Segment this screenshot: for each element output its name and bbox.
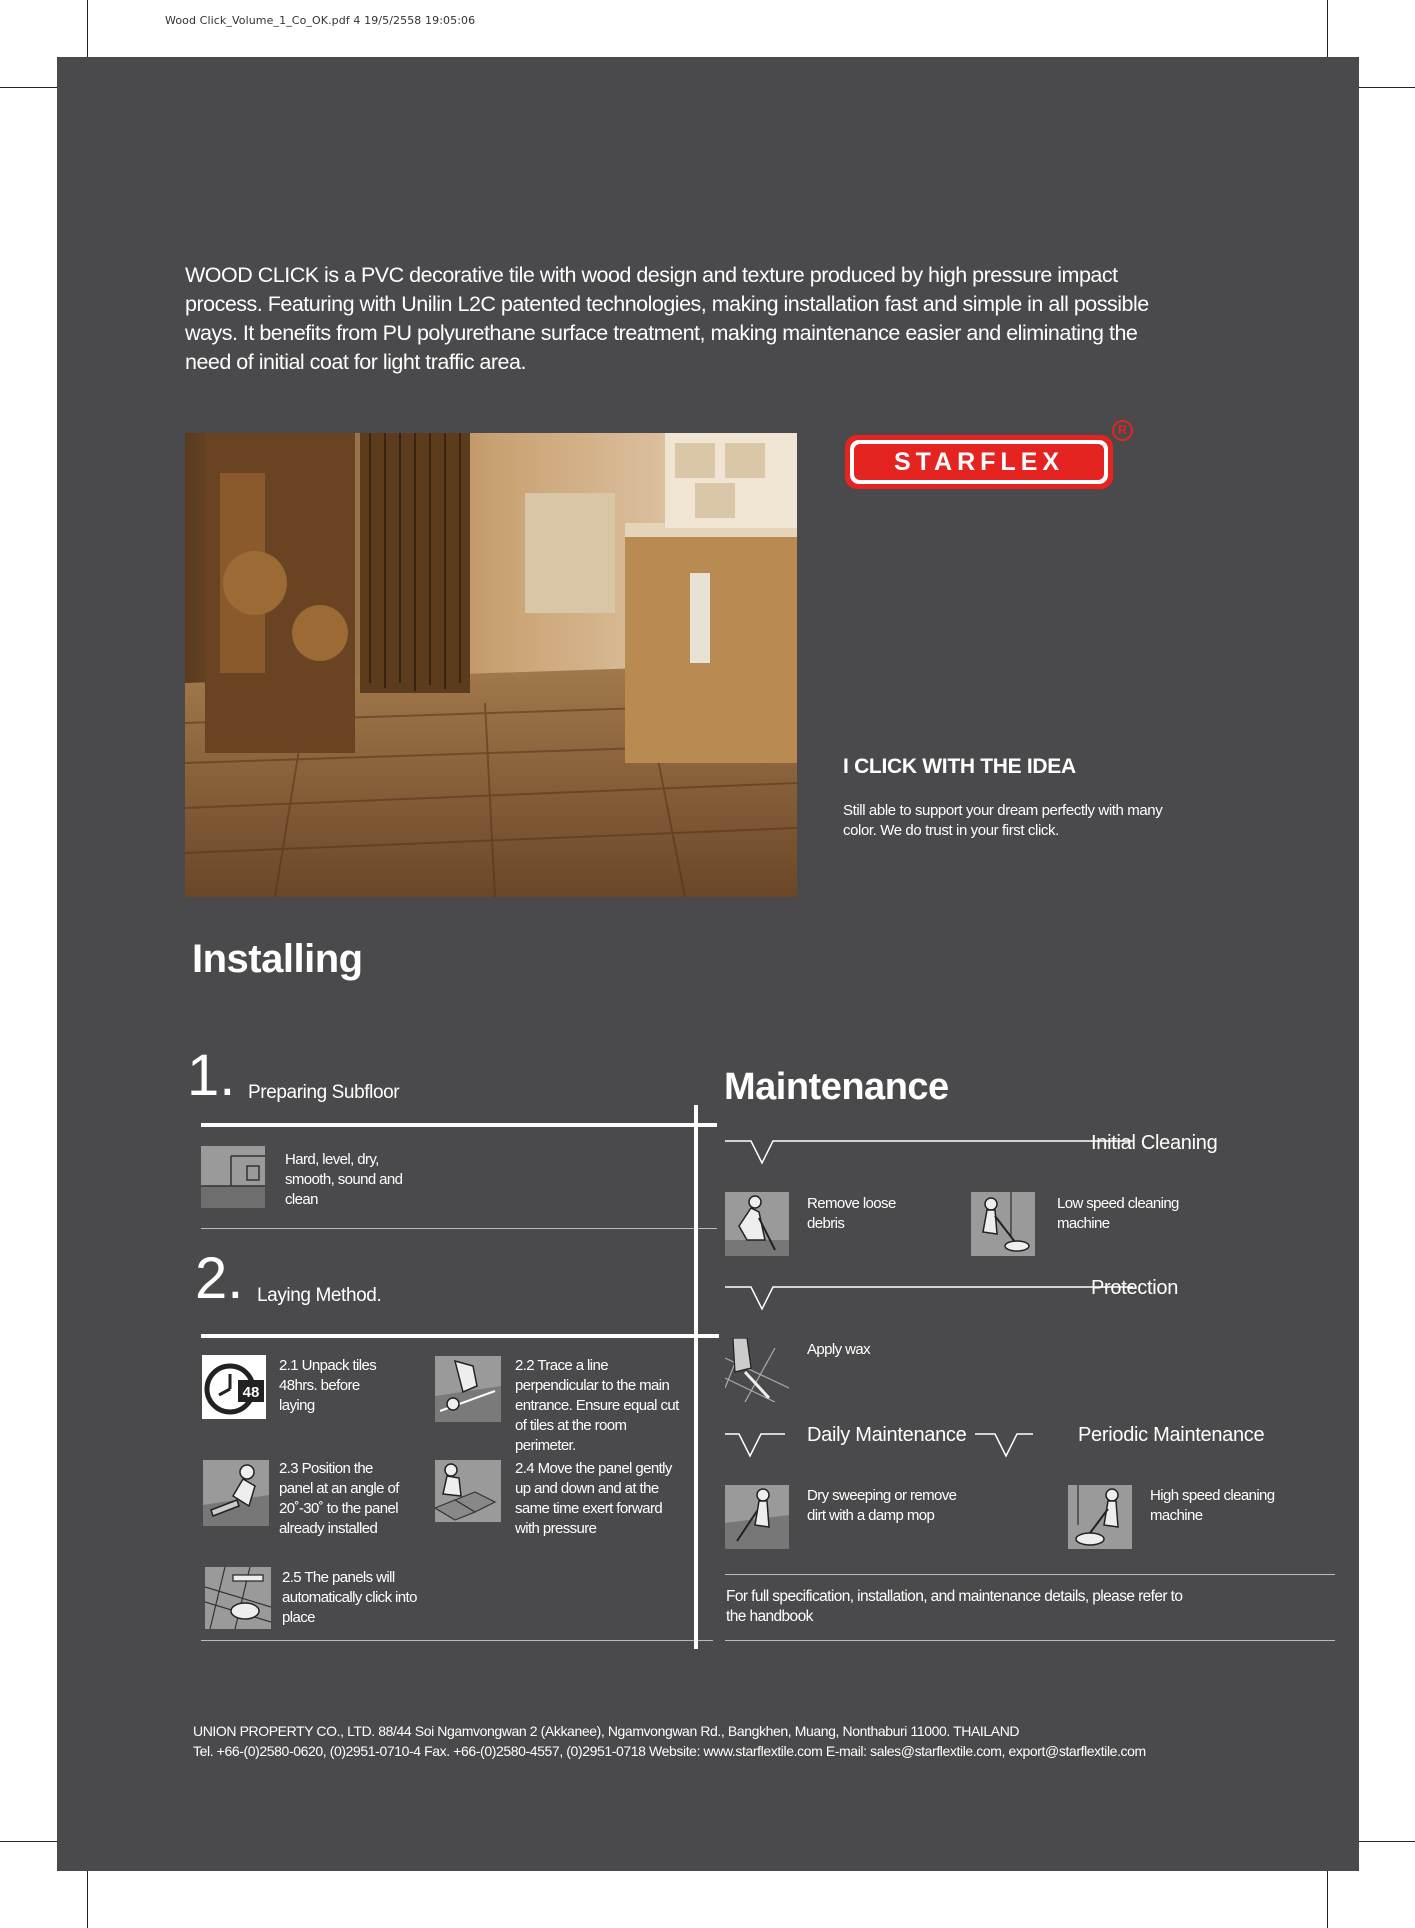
crop-mark	[1327, 1871, 1328, 1928]
divider	[725, 1640, 1335, 1641]
protection-label: Protection	[1091, 1277, 1179, 1299]
step-2-5-text: 2.5 The panels will automatically click into place	[282, 1569, 417, 1626]
step-2-3-text: 2.3 Position the panel at an angle of 20˚-30˚ to the panel already installed	[279, 1460, 399, 1537]
low-speed-machine-text: Low speed cleaning machine	[1057, 1195, 1179, 1232]
step-1-rule	[201, 1123, 717, 1127]
file-info: Wood Click_Volume_1_Co_OK.pdf 4 19/5/2558 19:05:06	[165, 14, 476, 27]
step-1-title: Preparing Subfloor	[248, 1082, 400, 1103]
apply-wax-icon	[725, 1338, 789, 1407]
intro-paragraph: WOOD CLICK is a PVC decorative tile with wood design and texture produced by high pressure impact process. Featuring with Unilin L2C patented technologies, making installation fast and simple in all possible ways. It benefits from PU polyurethane surface treatment, making maintenance easier and eliminating the need of initial coat for light traffic area.	[185, 263, 1149, 374]
clock-label: 48	[242, 1384, 260, 1401]
subfloor-text: Hard, level, dry, smooth, sound and clean	[285, 1151, 403, 1208]
dry-sweeping-icon	[725, 1485, 789, 1554]
clock-48-icon	[202, 1355, 266, 1424]
company-contacts: Tel. +66-(0)2580-0620, (0)2951-0710-4 Fax. +66-(0)2580-4557, (0)2951-0718 Website: www.starflextile.com E-mail: sales@starflextile.com, export@starflextile.com	[193, 1743, 1146, 1759]
dry-sweeping-text: Dry sweeping or remove dirt with a damp mop	[807, 1487, 957, 1524]
registered-mark: R	[1112, 420, 1133, 441]
logo-text: STARFLEX	[854, 444, 1104, 480]
starflex-logo	[845, 435, 1113, 489]
divider	[201, 1228, 717, 1229]
protection-pointer	[725, 1285, 1135, 1315]
handbook-note: For full specification, installation, and maintenance details, please refer to the handbook	[726, 1588, 1183, 1625]
periodic-maintenance-label: Periodic Maintenance	[1078, 1424, 1265, 1446]
move-panel-icon	[435, 1460, 501, 1527]
step-2-title: Laying Method.	[257, 1285, 382, 1306]
maintenance-title: Maintenance	[724, 1066, 949, 1108]
divider	[201, 1640, 713, 1641]
column-divider	[694, 1105, 698, 1649]
idea-text: Still able to support your dream perfectly with many color. We do trust in your first click.	[843, 802, 1163, 839]
daily-maintenance-label: Daily Maintenance	[807, 1424, 967, 1446]
high-speed-machine-icon	[1068, 1485, 1132, 1554]
click-panels-icon	[205, 1567, 271, 1634]
crop-mark	[87, 1871, 88, 1928]
remove-debris-text: Remove loose debris	[807, 1195, 896, 1232]
crop-mark	[87, 0, 88, 57]
remove-debris-icon	[725, 1192, 789, 1261]
initial-cleaning-pointer	[725, 1139, 1135, 1169]
step-2-2-text: 2.2 Trace a line perpendicular to the main entrance. Ensure equal cut of tiles at the room perimeter.	[515, 1357, 679, 1454]
step-2-1-text: 2.1 Unpack tiles 48hrs. before laying	[279, 1357, 377, 1414]
crop-mark	[1327, 0, 1328, 57]
low-speed-machine-icon	[971, 1192, 1035, 1261]
idea-title: I CLICK WITH THE IDEA	[843, 755, 1076, 778]
product-photo	[185, 433, 797, 897]
subfloor-icon	[201, 1146, 265, 1213]
trace-line-icon	[435, 1356, 501, 1427]
step-2-number: 2.	[195, 1246, 244, 1311]
crop-mark	[0, 87, 57, 88]
position-panel-icon	[203, 1460, 269, 1531]
divider	[725, 1574, 1335, 1575]
brochure-panel	[57, 57, 1359, 1871]
company-address: UNION PROPERTY CO., LTD. 88/44 Soi Ngamvongwan 2 (Akkanee), Ngamvongwan Rd., Bangkhen, Muang, Nonthaburi 11000. THAILAND	[193, 1723, 1020, 1739]
crop-mark	[1359, 87, 1415, 88]
installing-title: Installing	[192, 937, 363, 981]
step-1-number: 1.	[187, 1043, 236, 1108]
initial-cleaning-label: Initial Cleaning	[1091, 1132, 1218, 1154]
crop-mark	[1359, 1841, 1415, 1842]
high-speed-machine-text: High speed cleaning machine	[1150, 1487, 1275, 1524]
apply-wax-text: Apply wax	[807, 1341, 870, 1358]
step-2-rule	[201, 1334, 719, 1338]
crop-mark	[0, 1841, 57, 1842]
step-2-4-text: 2.4 Move the panel gently up and down and at the same time exert forward with pressure	[515, 1460, 672, 1537]
